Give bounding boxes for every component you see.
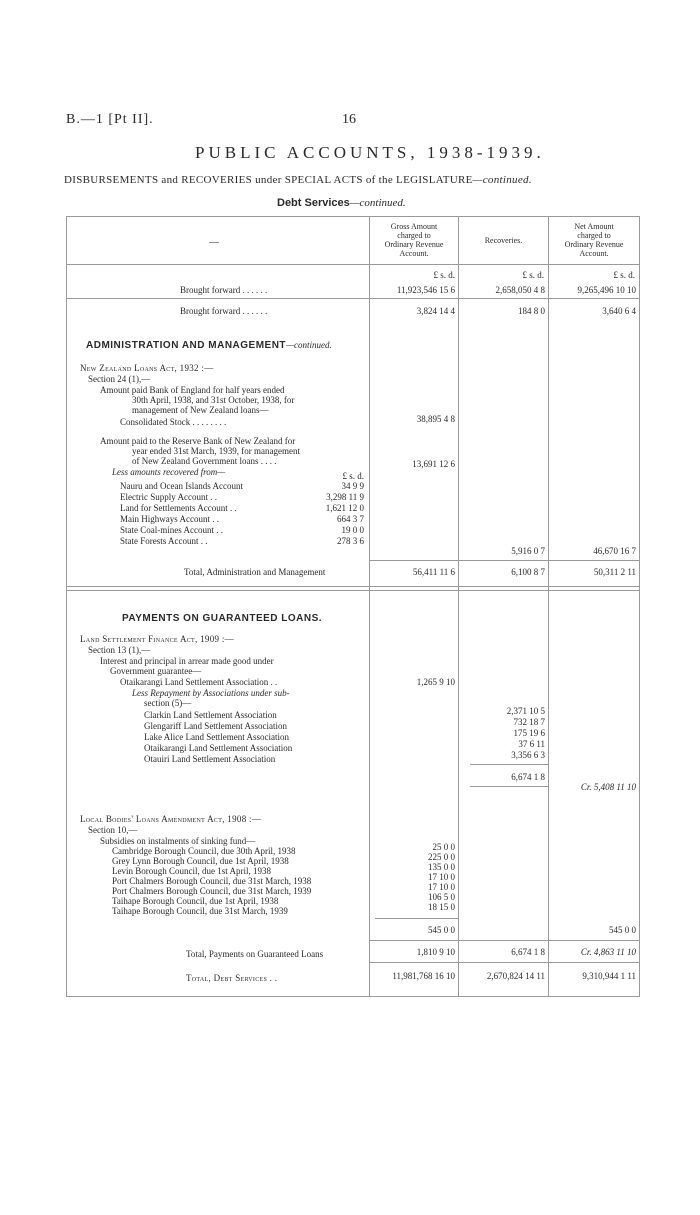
recovered-item-amount: 19 0 0 bbox=[341, 525, 364, 535]
local-section: Section 10,— bbox=[88, 825, 138, 835]
units-net: £ s. d. bbox=[613, 270, 635, 280]
admin-p2-line: of New Zealand Government loans . . . . bbox=[132, 456, 277, 466]
local-item-amount: 106 5 0 bbox=[428, 892, 455, 902]
repayment-name: Clarkin Land Settlement Association bbox=[144, 710, 277, 720]
admin-total-rule bbox=[66, 586, 640, 587]
guaranteed-section: Section 13 (1),— bbox=[88, 645, 151, 655]
debt-total-rule bbox=[370, 962, 639, 963]
recovered-item-amount: 664 3 7 bbox=[337, 514, 364, 524]
admin-p1-line: Amount paid Bank of England for half years ended bbox=[100, 385, 285, 395]
local-net-subtotal: 545 0 0 bbox=[609, 925, 636, 935]
admin-total-net: 50,311 2 11 bbox=[593, 567, 636, 577]
brought-forward-label-2: Brought forward . . . . . . bbox=[180, 306, 268, 316]
recovered-item-name: Land for Settlements Account . . bbox=[120, 503, 237, 513]
recovered-item-amount: 1,621 12 0 bbox=[325, 503, 364, 513]
guaranteed-total-rule bbox=[370, 940, 639, 941]
admin-p1-gross: 38,895 4 8 bbox=[416, 414, 455, 424]
repayment-name: Otaikarangi Land Settlement Association bbox=[144, 743, 293, 753]
local-item-name: Port Chalmers Borough Council, due 31st March, 1939 bbox=[112, 886, 312, 896]
repayment-subtotal-rule-2 bbox=[470, 786, 548, 787]
repayment-amount: 3,356 6 3 bbox=[511, 750, 545, 760]
guaranteed-total-gross: 1,810 9 10 bbox=[416, 947, 455, 957]
recovered-item-name: State Coal-mines Account . . bbox=[120, 525, 223, 535]
col-rule-3 bbox=[548, 216, 549, 996]
local-intro: Subsidies on instalments of sinking fund— bbox=[100, 836, 256, 846]
subtitle-main: DISBURSEMENTS and RECOVERIES under SPECIAL ACTS of the LEGISLATURE bbox=[64, 174, 473, 186]
repayment-subtotal-rule bbox=[470, 764, 548, 765]
col-header-net-line: Ordinary Revenue bbox=[564, 240, 624, 249]
col-rule-left bbox=[66, 216, 67, 996]
recovered-item-name: Nauru and Ocean Islands Account bbox=[120, 481, 243, 491]
local-item-name: Taihape Borough Council, due 1st April, 1938 bbox=[112, 896, 279, 906]
recovered-item-name: Electric Supply Account . . bbox=[120, 492, 217, 502]
recovered-item-amount: 34 9 9 bbox=[341, 481, 364, 491]
guaranteed-heading: PAYMENTS ON GUARANTEED LOANS. bbox=[122, 613, 323, 624]
guaranteed-less-line: Less Repayment by Associations under sub- bbox=[132, 688, 290, 698]
guaranteed-total-rec: 6,674 1 8 bbox=[511, 947, 545, 957]
admin-p1-line: 30th April, 1938, and 31st October, 1938, for bbox=[132, 395, 295, 405]
admin-p2-line: year ended 31st March, 1939, for management bbox=[132, 446, 300, 456]
repayment-amount: 175 19 6 bbox=[513, 728, 545, 738]
guaranteed-act: Land Settlement Finance Act, 1909 :— bbox=[80, 634, 234, 644]
local-item-amount: 17 10 0 bbox=[428, 882, 455, 892]
guaranteed-intro-line: Interest and principal in arrear made good under bbox=[100, 656, 274, 666]
recovered-item-name: State Forests Account . . bbox=[120, 536, 208, 546]
units-rec: £ s. d. bbox=[522, 270, 544, 280]
admin-subtotal-rule bbox=[370, 560, 639, 561]
recovered-item-amount: 278 3 6 bbox=[337, 536, 364, 546]
repayment-amount: 37 6 11 bbox=[518, 739, 545, 749]
table-top-rule bbox=[66, 216, 640, 217]
page-number: 16 bbox=[342, 112, 356, 127]
document-reference: B.—1 [Pt II]. bbox=[66, 112, 154, 127]
header-bottom-rule bbox=[66, 264, 640, 265]
guaranteed-total-net: Cr. 4,863 11 10 bbox=[580, 947, 636, 957]
recovered-item-amount: 3,298 11 9 bbox=[326, 492, 364, 502]
admin-section: Section 24 (1),— bbox=[88, 374, 151, 384]
col-header-gross-line: charged to bbox=[397, 231, 431, 240]
table-bottom-rule bbox=[66, 996, 640, 997]
admin-total-label: Total, Administration and Management bbox=[184, 567, 326, 577]
section-continued: —continued. bbox=[349, 197, 406, 209]
admin-p2-line: Amount paid to the Reserve Bank of New Zealand for bbox=[100, 436, 296, 446]
guaranteed-intro-line: Government guarantee— bbox=[110, 666, 202, 676]
debt-total-rec: 2,670,824 14 11 bbox=[486, 971, 545, 981]
brought-forward-net: 9,265,496 10 10 bbox=[577, 285, 636, 295]
admin-p1-line: management of New Zealand loans— bbox=[132, 405, 269, 415]
local-act: Local Bodies' Loans Amendment Act, 1908 :— bbox=[80, 814, 262, 824]
debt-total-label: Total, Debt Services . . bbox=[186, 973, 278, 983]
repayment-name: Lake Alice Land Settlement Association bbox=[144, 732, 289, 742]
col-rule-2 bbox=[458, 216, 459, 996]
guaranteed-otai-gross: 1,265 9 10 bbox=[416, 677, 455, 687]
admin-act: New Zealand Loans Act, 1932 :— bbox=[80, 363, 214, 373]
local-item-name: Port Chalmers Borough Council, due 31st March, 1938 bbox=[112, 876, 312, 886]
local-item-name: Levin Borough Council, due 1st April, 1938 bbox=[112, 866, 271, 876]
brought-forward-net-2: 3,640 6 4 bbox=[602, 306, 636, 316]
admin-net-subtotal: 46,670 16 7 bbox=[593, 546, 636, 556]
repayment-name: Otauiri Land Settlement Association bbox=[144, 754, 276, 764]
admin-total-rec: 6,100 8 7 bbox=[511, 567, 545, 577]
repayment-amount: 2,371 10 5 bbox=[506, 706, 545, 716]
local-subtotal-rule bbox=[375, 918, 458, 919]
col-header-gross-line: Gross Amount bbox=[390, 222, 438, 231]
col-header-gross-line: Account. bbox=[399, 249, 429, 258]
local-item-name: Taihape Borough Council, due 31st March, 1939 bbox=[112, 906, 288, 916]
brought-forward-rec: 2,658,050 4 8 bbox=[495, 285, 545, 295]
brought-forward-gross: 11,923,546 15 6 bbox=[396, 285, 455, 295]
local-item-name: Grey Lynn Borough Council, due 1st April, 1938 bbox=[112, 856, 289, 866]
admin-heading-continued: —continued. bbox=[286, 340, 332, 350]
page-subtitle bbox=[64, 174, 532, 186]
col-header-net-line: charged to bbox=[577, 231, 611, 240]
col-header-gross-line: Ordinary Revenue bbox=[384, 240, 444, 249]
repayment-amount: 732 18 7 bbox=[513, 717, 545, 727]
local-item-amount: 25 0 0 bbox=[432, 842, 455, 852]
local-gross-subtotal: 545 0 0 bbox=[428, 925, 455, 935]
admin-rec-subtotal: 5,916 0 7 bbox=[511, 546, 545, 556]
brought-forward-rule bbox=[66, 298, 640, 299]
repayment-name: Glengariff Land Settlement Association bbox=[144, 721, 288, 731]
col-header-net bbox=[549, 222, 639, 258]
subtitle-continued: —continued. bbox=[472, 174, 532, 186]
col-header-recoveries: Recoveries. bbox=[484, 236, 523, 245]
page-title: PUBLIC ACCOUNTS, 1938-1939. bbox=[195, 143, 545, 162]
col-header-net-line: Net Amount bbox=[574, 222, 614, 231]
guaranteed-otai: Otaikarangi Land Settlement Association . . bbox=[120, 677, 278, 687]
admin-total-gross: 56,411 11 6 bbox=[412, 567, 455, 577]
admin-heading-text: ADMINISTRATION AND MANAGEMENT bbox=[86, 340, 287, 351]
brought-forward-gross-2: 3,824 14 4 bbox=[416, 306, 455, 316]
section-bold: Debt Services bbox=[277, 197, 350, 209]
guaranteed-total-label: Total, Payments on Guaranteed Loans bbox=[186, 949, 324, 959]
admin-p1-line: Consolidated Stock . . . . . . . . bbox=[120, 417, 227, 427]
debt-total-net: 9,310,944 1 11 bbox=[582, 971, 636, 981]
brought-forward-rec-2: 184 8 0 bbox=[518, 306, 545, 316]
admin-p2-gross: 13,691 12 6 bbox=[412, 459, 455, 469]
admin-total-rule-2 bbox=[66, 590, 640, 591]
admin-less-units: £ s. d. bbox=[342, 471, 364, 481]
col-rule-right bbox=[639, 216, 640, 996]
admin-heading bbox=[86, 340, 332, 351]
repayment-subtotal: 6,674 1 8 bbox=[511, 772, 545, 782]
col-header-net-line: Account. bbox=[579, 249, 609, 258]
local-item-amount: 17 10 0 bbox=[428, 872, 455, 882]
local-item-amount: 18 15 0 bbox=[428, 902, 455, 912]
brought-forward-label: Brought forward . . . . . . bbox=[180, 285, 268, 295]
col-header-desc: — bbox=[209, 237, 219, 248]
guaranteed-less-line: section (5)— bbox=[144, 698, 192, 708]
recovered-item-name: Main Highways Account . . bbox=[120, 514, 219, 524]
local-item-amount: 225 0 0 bbox=[428, 852, 455, 862]
local-item-name: Cambridge Borough Council, due 30th April, 1938 bbox=[112, 846, 296, 856]
local-item-amount: 135 0 0 bbox=[428, 862, 455, 872]
col-header-gross bbox=[370, 222, 458, 258]
admin-less-label: Less amounts recovered from— bbox=[112, 467, 226, 477]
section-subtitle bbox=[277, 197, 406, 209]
debt-total-gross: 11,981,768 16 10 bbox=[392, 971, 455, 981]
units-gross: £ s. d. bbox=[433, 270, 455, 280]
guaranteed-net-credit: Cr. 5,408 11 10 bbox=[580, 782, 636, 792]
